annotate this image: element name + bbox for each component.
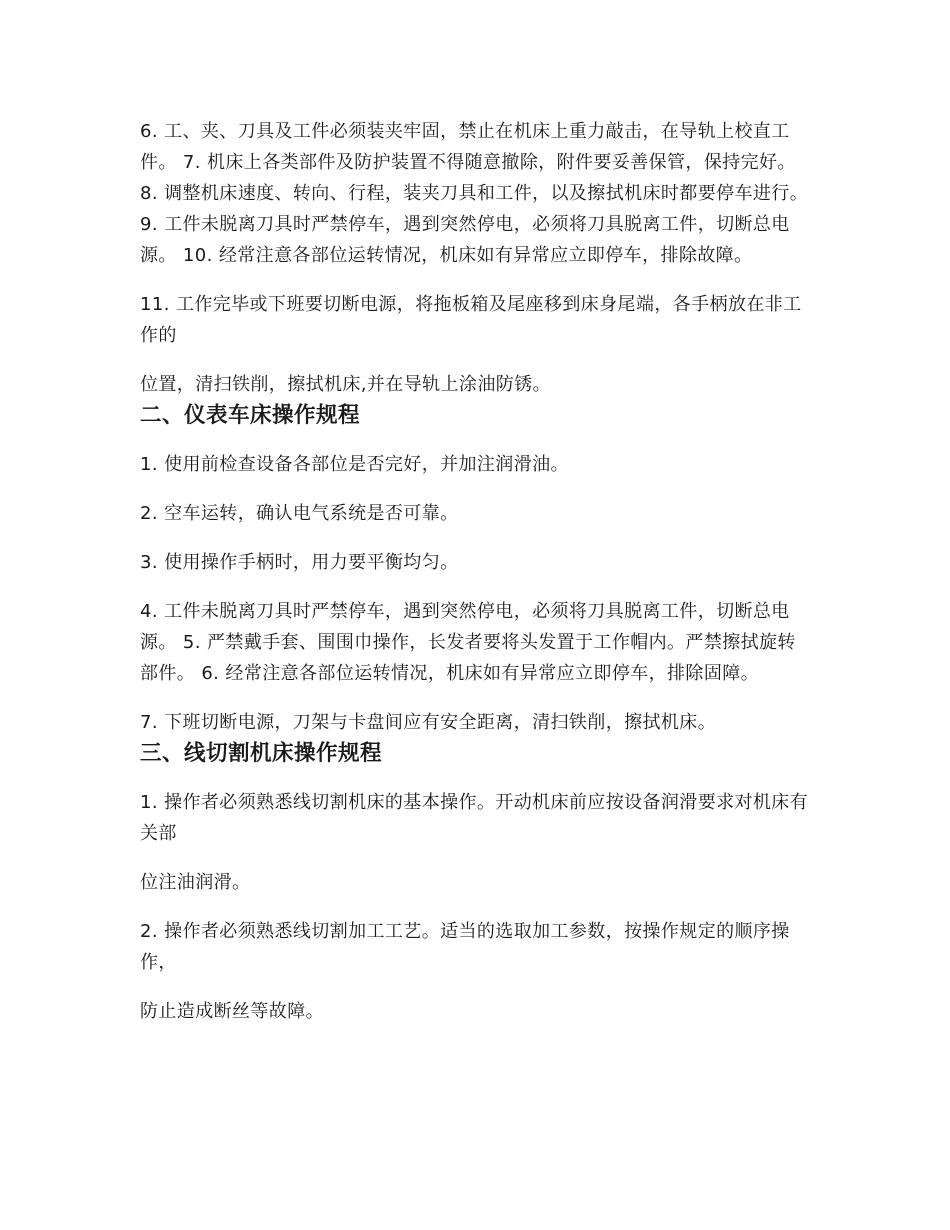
paragraph-instrument-rules-4-6: 4. 工件未脱离刀具时严禁停车，遇到突然停电，必须将刀具脱离工件，切断总电源。 5. 严禁戴手套、围围巾操作，长发者要将头发置于工作帽内。严禁擦拭旋转部件。 6. 经常注意各部位运转情况，机床如有异常应立即停车，排除固障。 — [140, 601, 796, 684]
paragraph-wire-cut-rule-1-cont: 位注油润滑。 — [140, 872, 251, 893]
document-page — [140, 116, 812, 1027]
paragraph-instrument-rule-1: 1. 使用前检查设备各部位是否完好，并加注润滑油。 — [140, 454, 569, 475]
paragraph-instrument-rule-3: 3. 使用操作手柄时，用力要平衡均匀。 — [140, 552, 459, 573]
paragraph-instrument-rule-2: 2. 空车运转，确认电气系统是否可靠。 — [140, 503, 459, 524]
paragraph-lathe-rules-6-10: 6. 工、夹、刀具及工件必须装夹牢固，禁止在机床上重力敲击，在导轨上校直工件。 7. 机床上各类部件及防护装置不得随意撤除，附件要妥善保管，保持完好。 8. 调整机床速度、转向、行程，装夹刀具和工件，以及擦拭机床时都要停车进行。 9. 工件未脱离刀具时严禁停车，遇到突然停电，必须将刀具脱离工件，切断总电源。 10. 经常注意各部位运转情况，机床如有异常应立即停车，排除故障。 — [140, 121, 809, 266]
paragraph-wire-cut-rule-2: 2. 操作者必须熟悉线切割加工工艺。适当的选取加工参数，按操作规定的顺序操作， — [140, 921, 790, 973]
paragraph-lathe-rule-11: 11. 工作完毕或下班要切断电源，将拖板箱及尾座移到床身尾端，各手柄放在非工作的 — [140, 294, 802, 346]
paragraph-instrument-rule-7: 7. 下班切断电源，刀架与卡盘间应有安全距离，清扫铁削，擦拭机床。 — [140, 712, 717, 733]
paragraph-wire-cut-rule-1: 1. 操作者必须熟悉线切割机床的基本操作。开动机床前应按设备润滑要求对机床有关部 — [140, 792, 809, 844]
paragraph-lathe-rule-11-cont: 位置，清扫铁削，擦拭机床,并在导轨上涂油防锈。 — [140, 374, 551, 395]
section-heading-instrument-lathe: 二、仪表车床操作规程 — [140, 403, 361, 428]
section-heading-wire-cut: 三、线切割机床操作规程 — [140, 741, 383, 766]
paragraph-wire-cut-rule-2-cont: 防止造成断丝等故障。 — [140, 1001, 324, 1022]
